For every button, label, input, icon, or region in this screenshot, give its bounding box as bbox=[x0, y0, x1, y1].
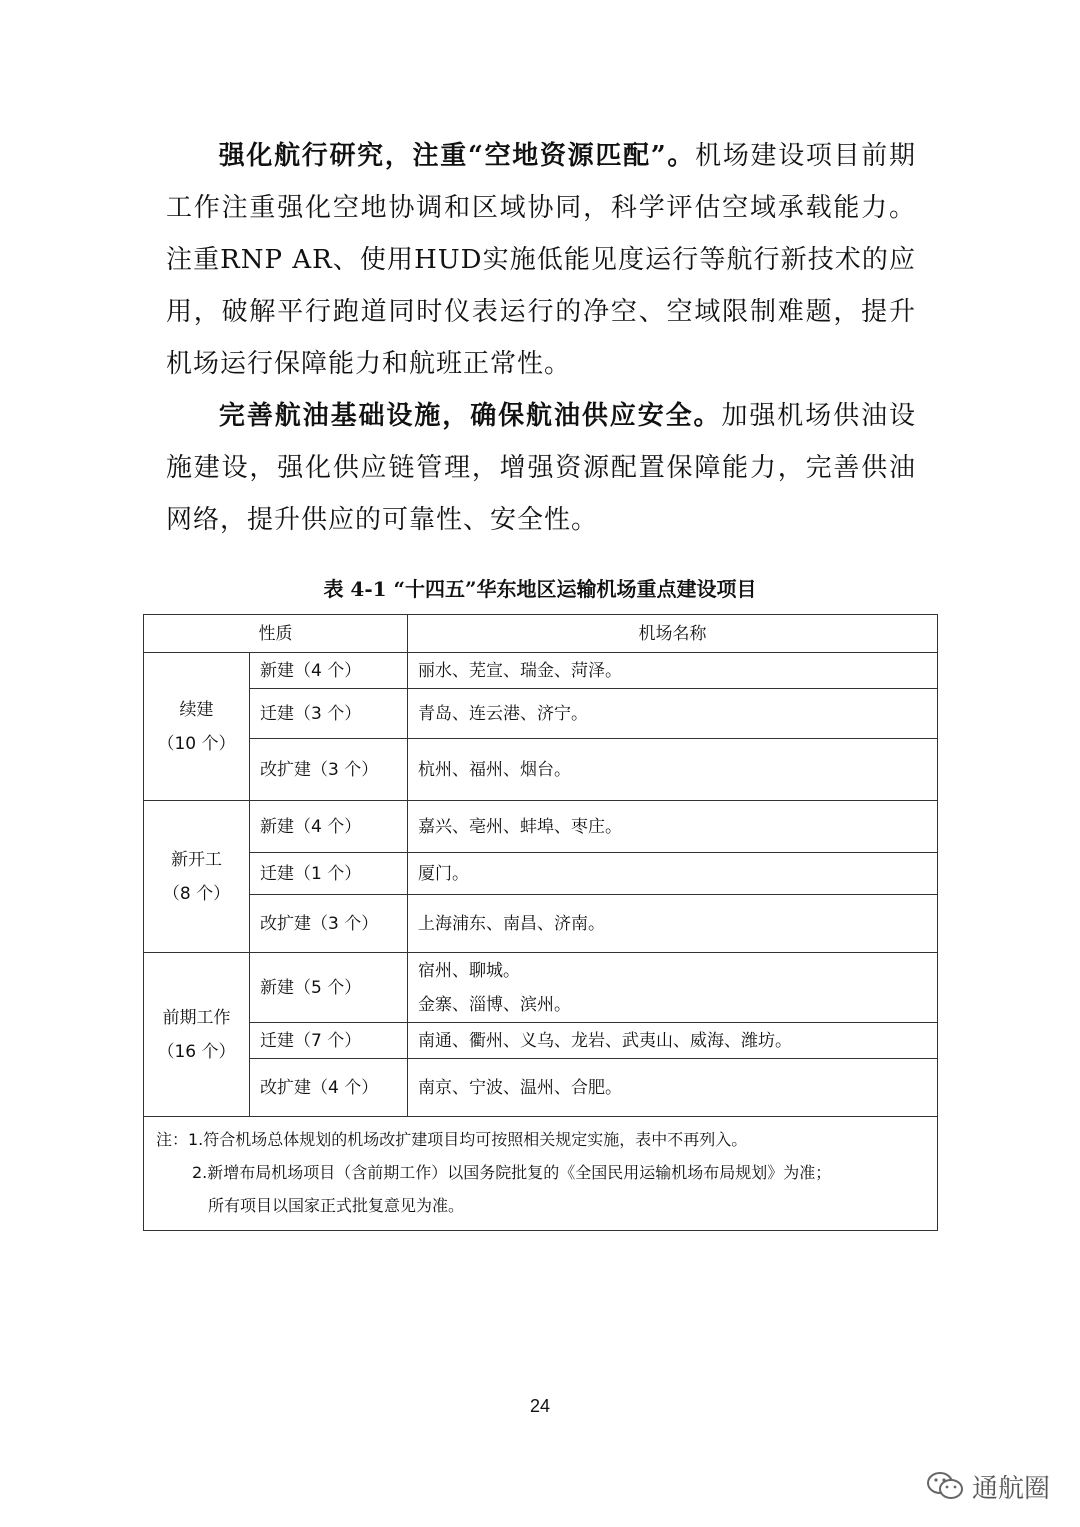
table-row bbox=[144, 801, 938, 853]
project-type: 改扩建（3 个） bbox=[250, 895, 408, 953]
group-label bbox=[144, 801, 250, 953]
airport-list: 丽水、芜宣、瑞金、菏泽。 bbox=[408, 653, 938, 689]
paragraph-airspace bbox=[166, 130, 916, 390]
table-row bbox=[144, 653, 938, 689]
group-name: 新开工 bbox=[171, 849, 222, 870]
table-notes bbox=[144, 1117, 938, 1231]
table-row bbox=[144, 895, 938, 953]
airport-list: 南京、宁波、温州、合肥。 bbox=[408, 1059, 938, 1117]
note-line: 所有项目以国家正式批复意见为准。 bbox=[208, 1196, 465, 1215]
table-row bbox=[144, 739, 938, 801]
table-row bbox=[144, 1059, 938, 1117]
note-line: 2.新增布局机场项目（含前期工作）以国务院批复的《全国民用运输机场布局规划》为准； bbox=[192, 1163, 832, 1182]
airport-list bbox=[408, 953, 938, 1023]
project-type: 新建（5 个） bbox=[250, 953, 408, 1023]
project-type: 新建（4 个） bbox=[250, 801, 408, 853]
page-number: 24 bbox=[529, 1396, 551, 1416]
project-type: 新建（4 个） bbox=[250, 653, 408, 689]
group-name: 续建 bbox=[179, 699, 214, 720]
airport-projects-table bbox=[143, 614, 938, 1231]
airport-list-line: 金寨、淄博、滨州。 bbox=[418, 994, 571, 1015]
project-type: 改扩建（3 个） bbox=[250, 739, 408, 801]
airport-list: 厦门。 bbox=[408, 853, 938, 895]
group-name: 前期工作 bbox=[162, 1007, 231, 1028]
watermark bbox=[926, 1462, 1050, 1510]
airport-list-line: 宿州、聊城。 bbox=[418, 960, 520, 981]
watermark-text: 通航圈 bbox=[972, 1473, 1051, 1504]
header-airports: 机场名称 bbox=[408, 615, 938, 653]
table-row bbox=[144, 953, 938, 1023]
airport-list: 青岛、连云港、济宁。 bbox=[408, 689, 938, 739]
paragraph-body: 机场建设项目前期工作注重强化空地协调和区域协同，科学评估空域承载能力。注重RNP AR、使用HUD实施低能见度运行等航行新技术的应用，破解平行跑道同时仪表运行的净空、空域限制难题，提升机场运行保障能力和航班正常性。 bbox=[166, 141, 916, 379]
group-label bbox=[144, 653, 250, 801]
table-header-row bbox=[144, 615, 938, 653]
airport-list: 南通、衢州、义乌、龙岩、武夷山、威海、潍坊。 bbox=[408, 1023, 938, 1059]
group-count: （16 个） bbox=[157, 1041, 236, 1062]
paragraph-fuel bbox=[166, 390, 916, 546]
group-count: （10 个） bbox=[157, 733, 236, 754]
wechat-icon bbox=[926, 1470, 964, 1502]
table-row bbox=[144, 689, 938, 739]
table-row bbox=[144, 1023, 938, 1059]
group-count: （8 个） bbox=[162, 883, 231, 904]
table-caption: 表 4-1 “十四五”华东地区运输机场重点建设项目 bbox=[323, 577, 757, 601]
project-type: 迁建（7 个） bbox=[250, 1023, 408, 1059]
airport-list: 上海浦东、南昌、济南。 bbox=[408, 895, 938, 953]
project-type: 迁建（3 个） bbox=[250, 689, 408, 739]
airport-list: 嘉兴、亳州、蚌埠、枣庄。 bbox=[408, 801, 938, 853]
paragraph-body: 加强机场供油设施建设，强化供应链管理，增强资源配置保障能力，完善供油网络，提升供应的可靠性、安全性。 bbox=[166, 401, 916, 535]
airport-list: 杭州、福州、烟台。 bbox=[408, 739, 938, 801]
project-type: 改扩建（4 个） bbox=[250, 1059, 408, 1117]
table-notes-row bbox=[144, 1117, 938, 1231]
paragraph-lead: 强化航行研究，注重“空地资源匹配”。 bbox=[218, 141, 696, 171]
project-type: 迁建（1 个） bbox=[250, 853, 408, 895]
group-label bbox=[144, 953, 250, 1117]
note-line: 注：1.符合机场总体规划的机场改扩建项目均可按照相关规定实施，表中不再列入。 bbox=[156, 1130, 748, 1149]
header-nature: 性质 bbox=[144, 615, 408, 653]
paragraph-lead: 完善航油基础设施，确保航油供应安全。 bbox=[218, 401, 722, 431]
table-row bbox=[144, 853, 938, 895]
